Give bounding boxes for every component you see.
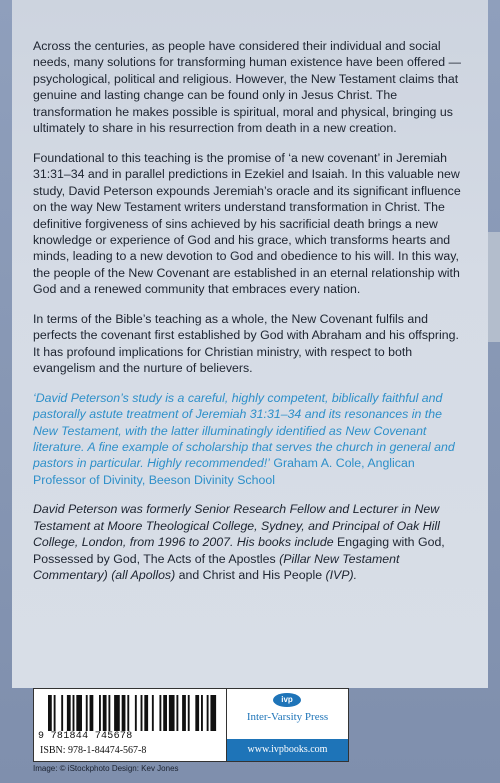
barcode-bar: [73, 695, 75, 731]
bio-titles-1: Engaging with God, Possessed by God, The Acts of the Apostles: [33, 535, 445, 566]
barcode-bar: [210, 695, 216, 731]
ivp-logo: ivp: [273, 693, 301, 707]
barcode-bar: [61, 695, 63, 731]
barcode-bar: [48, 695, 52, 731]
barcode-bar: [86, 695, 88, 731]
quote-text: ‘David Peterson’s study is a careful, highly competent, biblically faithful and pastorally astute treatment of Jeremiah 31:31–34 and its resonances in the New Testament, with the latter illuminatingly identified as New Covenant literature. A fine example of scholarship that serves the church in general and pastors in particular. Highly recommended!’: [33, 390, 455, 471]
barcode-bar: [195, 695, 199, 731]
publisher-name: Inter-Varsity Press: [246, 711, 329, 723]
barcode-bar: [141, 695, 143, 731]
barcode-bar: [176, 695, 178, 731]
paragraph-2: Foundational to this teaching is the promise of ‘a new covenant’ in Jeremiah 31:31–34 and in parallel predictions in Ezekiel and Isaiah. In this valuable new study, David Peterson expounds Jeremiah’s oracle and its significant influence on the way New Testament writers understand transformation in Christ. The definitive forgiveness of sins achieved by his sacrificial death brings a new knowledge or experience of God and his grace, which transforms hearts and minds, leading to a new devotion to God and obedience to his will. In this way, the people of the New Covenant are established in an eternal relationship with God and a renewed community that embraces every nation.: [33, 150, 461, 297]
barcode-bar: [201, 695, 203, 731]
barcode-bar: [135, 695, 137, 731]
bio-part-1: David Peterson was formerly Senior Research Fellow and Lecturer in New Testament at Moore Theological College, Sydney, and Principal of Oak Hill College, London, from 1996 to 2007. His books include: [33, 502, 440, 550]
barcode-bar: [108, 695, 110, 731]
barcode-bar: [152, 695, 154, 731]
publisher-block: [227, 689, 348, 761]
paragraph-1: Across the centuries, as people have considered their individual and social needs, many solutions for transforming human existence have been offered — psychological, political and religious. However, the New Testament claims that genuine and lasting change can be found only in Jesus Christ. The transformation he makes possible is spiritual, moral and physical, bringing us ultimately to share in his resurrection from death in a new creation.: [33, 39, 461, 136]
bio-part-2: (Pillar New Testament Commentary) (all Apollos): [33, 551, 400, 583]
barcode-box: [33, 688, 349, 762]
barcode-bar: [99, 695, 101, 731]
barcode-bar: [144, 695, 148, 731]
barcode-bar: [54, 695, 56, 731]
barcode-number: 9 781844 745678: [38, 731, 133, 742]
barcode-bar: [207, 695, 209, 731]
quote-attribution: Graham A. Cole, Anglican Professor of Divinity, Beeson Divinity School: [33, 456, 415, 487]
barcode-bar: [169, 695, 175, 731]
barcode-bar: [90, 695, 94, 731]
barcode-bar: [67, 695, 71, 731]
isbn: ISBN: 978-1-84474-567-8: [40, 745, 147, 756]
image-credits: Image: © iStockphoto Design: Kev Jones: [33, 764, 179, 773]
bio-part-3: (IVP).: [322, 568, 358, 583]
blurb: [33, 38, 469, 597]
author-bio: [33, 501, 469, 583]
barcode-bar: [127, 695, 129, 731]
barcode-bar: [163, 695, 167, 731]
endorsement-quote: [33, 390, 469, 489]
barcode-bar: [122, 695, 126, 731]
bio-titles-2: and Christ and His People: [178, 568, 323, 583]
paragraph-3: In terms of the Bible’s teaching as a whole, the New Covenant fulfils and perfects the covenant first established by God with Abraham and his offspring. It has profound implications for Christian ministry, with respect to both evangelism and the nurture of believers.: [33, 311, 459, 376]
barcode-bar: [76, 695, 82, 731]
edge-tab: [488, 232, 500, 342]
barcode-bar: [103, 695, 107, 731]
barcode-bar: [188, 695, 190, 731]
barcode-bar: [159, 695, 161, 731]
barcode-bar: [182, 695, 186, 731]
publisher-url[interactable]: www.ivpbooks.com: [227, 739, 348, 761]
barcode-area: [34, 689, 227, 761]
barcode-bar: [114, 695, 120, 731]
